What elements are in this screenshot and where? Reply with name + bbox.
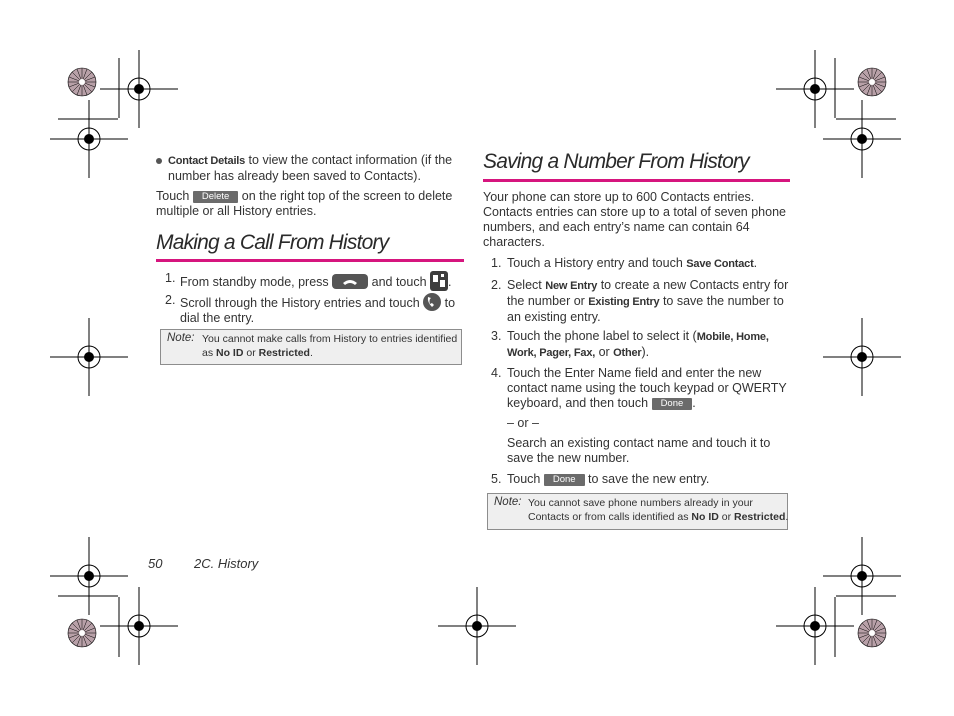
step-text-end: to save the number to [659, 294, 784, 308]
note-box-left [160, 329, 462, 365]
note-end: . [785, 511, 789, 523]
step-number: 3. [491, 329, 502, 343]
star-mark-tl [68, 68, 96, 96]
step-text: From standby mode, press [180, 275, 333, 289]
note-text-prefix: as [202, 347, 217, 359]
bullet-dot [156, 158, 162, 164]
bullet-text-line2: number has already been saved to Contacts). [168, 169, 421, 183]
star-mark-br [858, 619, 886, 647]
note-no-id: No ID [691, 511, 719, 523]
section-rule-right [483, 179, 790, 182]
note-text-prefix: Contacts or from calls identified as [528, 511, 692, 523]
intro-line: numbers, and each entry’s name can contain 64 [483, 220, 750, 234]
alt-text: Search an existing contact name and touch it to [507, 436, 771, 450]
delete-instruction [156, 189, 452, 219]
done-button[interactable]: Done [544, 474, 585, 486]
crosshair-mark [438, 587, 516, 665]
step-text: Touch the Enter Name field and enter the new [507, 366, 762, 380]
step-text: Touch a History entry and touch [507, 256, 687, 270]
step-text: the number or [507, 294, 589, 308]
step-number: 5. [491, 472, 502, 486]
step-text: Touch the phone label to select it ( [507, 329, 697, 343]
note-end: . [309, 347, 313, 359]
step-number: 2. [165, 293, 176, 307]
note-or: or [718, 511, 734, 523]
note-text: You cannot save phone numbers already in your [528, 497, 753, 509]
step-text-end: . [753, 256, 758, 270]
section-rule-left [156, 259, 464, 262]
crosshair-mark [823, 318, 901, 396]
step-text-line3: an existing entry. [507, 310, 601, 324]
touch-text-after: on the right top of the screen to delete [238, 189, 453, 203]
contact-details-term: Contact Details [168, 155, 246, 167]
making-call-heading: Making a Call From History [156, 231, 389, 254]
step-number: 2. [491, 278, 502, 292]
intro-paragraph [483, 190, 786, 250]
talk-key-icon[interactable] [332, 274, 368, 289]
alt-text-line2: save the new number. [507, 451, 630, 465]
note-restricted: Restricted [258, 347, 310, 359]
note-label: Note: [167, 332, 195, 344]
saving-number-heading: Saving a Number From History [483, 150, 749, 173]
crosshair-mark [776, 587, 854, 665]
star-mark-bl [68, 619, 96, 647]
delete-button[interactable]: Delete [193, 191, 238, 203]
contact-details-bullet [156, 153, 466, 184]
save-contact-term: Save Contact [686, 258, 754, 270]
touch-text: Touch [156, 189, 193, 203]
step-text-end: to [441, 296, 456, 310]
step-number: 1. [491, 256, 502, 270]
or-separator: – or – [507, 416, 539, 430]
touch-text-line2: multiple or all History entries. [156, 204, 317, 218]
bullet-text: to view the contact information (if the [245, 153, 453, 167]
crosshair-mark [100, 587, 178, 665]
crosshair-mark [776, 50, 854, 128]
step-or: or [595, 345, 614, 359]
step-text-end: . [692, 396, 696, 410]
other-term: Other [613, 347, 642, 359]
done-button[interactable]: Done [652, 398, 693, 410]
crosshair-mark [50, 318, 128, 396]
new-entry-term: New Entry [545, 280, 598, 292]
note-label: Note: [494, 496, 522, 508]
note-no-id: No ID [216, 347, 244, 359]
note-restricted: Restricted [734, 511, 786, 523]
step-text-end: to save the new entry. [584, 472, 710, 486]
step-text-line2: contact name using the touch keypad or QWERTY [507, 381, 787, 395]
step-text: Select [507, 278, 546, 292]
intro-line: Contacts entries can store up to a total of seven phone [483, 205, 786, 219]
step-text-line3: keyboard, and then touch [507, 396, 652, 410]
call-icon[interactable] [423, 293, 441, 311]
crosshair-mark [50, 537, 128, 615]
note-text: You cannot make calls from History to entries identified [202, 333, 458, 345]
existing-entry-term: Existing Entry [588, 296, 660, 308]
section-name: 2C. History [194, 556, 259, 571]
label-terms-2: Work, Pager, Fax, [507, 347, 596, 359]
step-text-mid: to create a new Contacts entry for [597, 278, 789, 292]
step-text-mid: and touch [368, 275, 431, 289]
step-number: 1. [165, 271, 176, 285]
note-box-right [487, 493, 788, 530]
phone-keypad-icon[interactable] [430, 271, 448, 291]
page-number: 50 [148, 556, 163, 571]
crosshair-mark [50, 100, 128, 178]
step-text-line2: dial the entry. [180, 311, 255, 325]
step-number: 4. [491, 366, 502, 380]
star-mark-tr [858, 68, 886, 96]
step-text-end: ). [641, 345, 650, 359]
step-text: Scroll through the History entries and touch [180, 296, 424, 310]
intro-line: characters. [483, 235, 545, 249]
label-terms: Mobile, Home, [696, 331, 769, 343]
intro-line: Your phone can store up to 600 Contacts entries. [483, 190, 755, 204]
step-text: Touch [507, 472, 544, 486]
crosshair-mark [100, 50, 178, 128]
note-or: or [243, 347, 259, 359]
step-text-end: . [448, 275, 452, 289]
